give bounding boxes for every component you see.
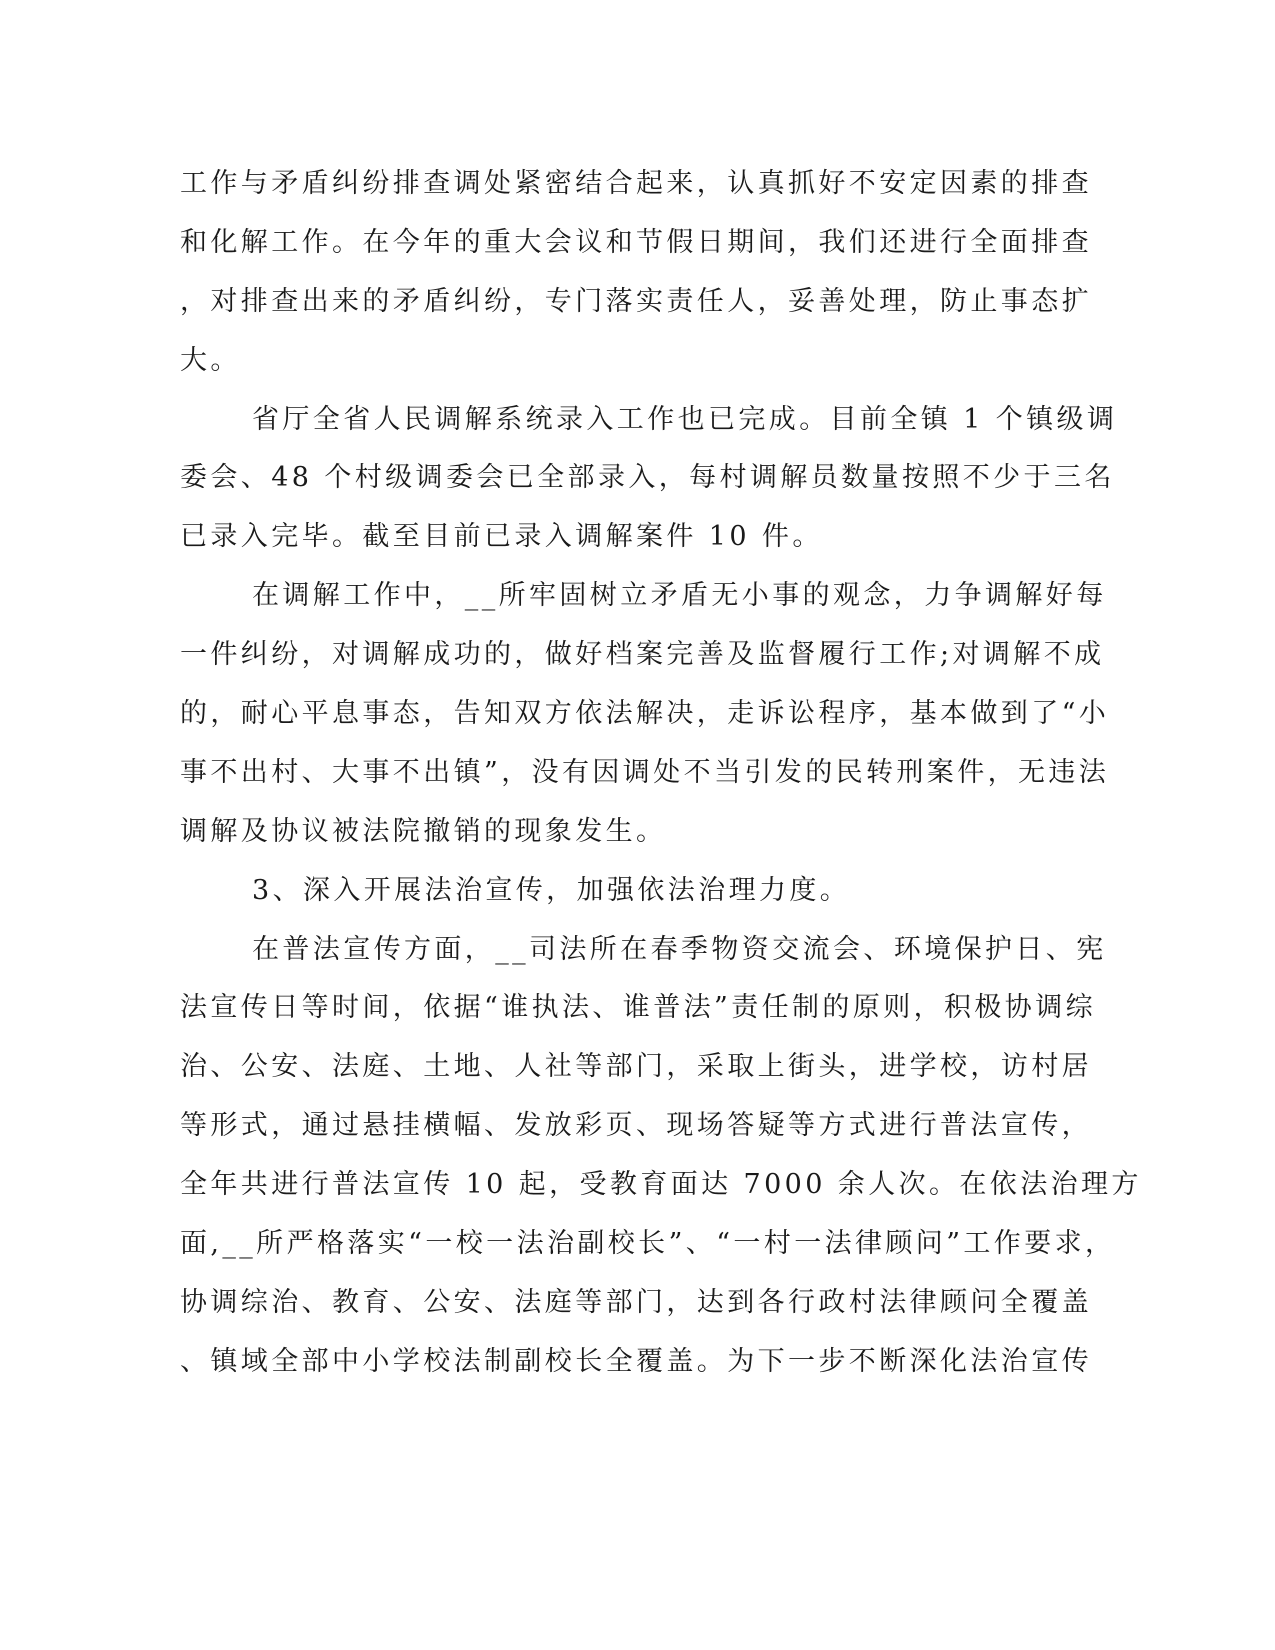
text-line: 、镇域全部中小学校法制副校长全覆盖。为下一步不断深化法治宣传 — [180, 1345, 1092, 1377]
text-line: 法宣传日等时间，依据“谁执法、谁普法”责任制的原则，积极协调综 — [180, 992, 1097, 1024]
section-heading: 3、深入开展法治宣传，加强依法治理力度。 — [252, 874, 851, 906]
text-line: 面,__所严格落实“一校一法治副校长”、“一村一法律顾问”工作要求， — [180, 1228, 1116, 1260]
text-line: 等形式，通过悬挂横幅、发放彩页、现场答疑等方式进行普法宣传， — [180, 1110, 1092, 1142]
text-line: 调解及协议被法院撤销的现象发生。 — [180, 815, 667, 847]
text-line: ，对排查出来的矛盾纠纷，专门落实责任人，妥善处理，防止事态扩 — [180, 285, 1092, 317]
text-line: 协调综治、教育、公安、法庭等部门，达到各行政村法律顾问全覆盖 — [180, 1286, 1092, 1318]
text-line: 在普法宣传方面，__司法所在春季物资交流会、环境保护日、宪 — [252, 933, 1107, 965]
text-line: 一件纠纷，对调解成功的，做好档案完善及监督履行工作;对调解不成 — [180, 639, 1105, 671]
text-line: 事不出村、大事不出镇”，没有因调处不当引发的民转刑案件，无违法 — [180, 756, 1110, 788]
text-line: 省厅全省人民调解系统录入工作也已完成。目前全镇 1 个镇级调 — [252, 403, 1118, 435]
text-line: 委会、48 个村级调委会已全部录入，每村调解员数量按照不少于三名 — [180, 462, 1115, 494]
text-line: 在调解工作中，__所牢固树立矛盾无小事的观念，力争调解好每 — [252, 580, 1107, 612]
text-line: 的，耐心平息事态，告知双方依法解决，走诉讼程序，基本做到了“小 — [180, 698, 1110, 730]
text-line: 和化解工作。在今年的重大会议和节假日期间，我们还进行全面排查 — [180, 226, 1092, 258]
body-text — [180, 155, 1142, 1392]
text-line: 工作与矛盾纠纷排查调处紧密结合起来，认真抓好不安定因素的排查 — [180, 168, 1092, 199]
text-line: 已录入完毕。截至目前已录入调解案件 10 件。 — [180, 521, 823, 553]
text-line: 大。 — [180, 344, 241, 376]
text-line: 全年共进行普法宣传 10 起，受教育面达 7000 余人次。在依法治理方 — [180, 1169, 1142, 1201]
text-line: 治、公安、法庭、土地、人社等部门，采取上街头，进学校，访村居 — [180, 1051, 1092, 1083]
